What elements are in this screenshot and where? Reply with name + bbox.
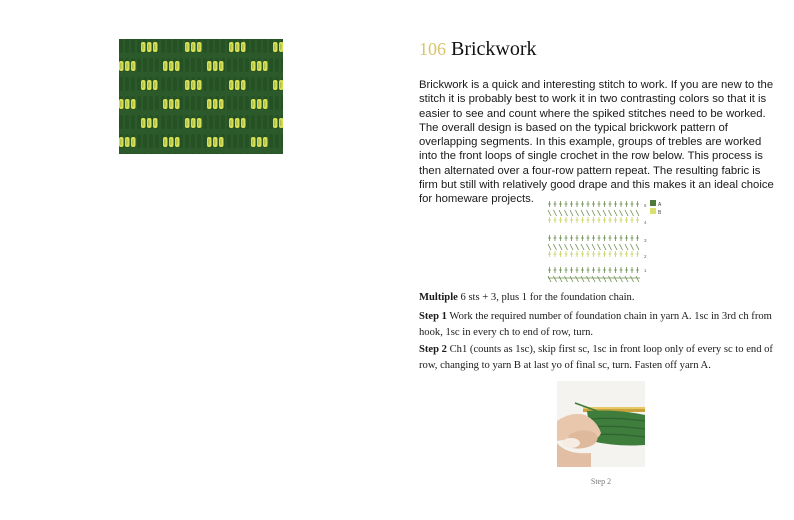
chart-row-number: 4 — [644, 220, 647, 225]
pattern-number: 106 — [419, 39, 446, 59]
stitch-chart-graphic — [540, 198, 664, 282]
instruction-text: 6 sts + 3, plus 1 for the foundation chain. — [457, 292, 635, 303]
photo-caption: Step 2 — [590, 477, 612, 486]
stitch-chart — [540, 198, 664, 282]
stitch-swatch-image — [119, 39, 283, 154]
chart-row-number: 3 — [644, 238, 647, 243]
chart-row-number: 5 — [644, 203, 647, 208]
intro-paragraph: Brickwork is a quick and interesting stitch to work. If you are new to the stitch it is probably best to work it in two contrasting colors so that it is easier to see and count where the spiked stitches need to be worked. The overall design is based on the typical brickwork pattern of overlapping segments. In this example, groups of trebles are worked into the front loops of single crochet in the row below. This process is then alternated over a four-row pattern repeat. The resulting fabric is firm but still with relatively good drape and this makes it an ideal choice for homeware projects. — [419, 79, 774, 206]
pattern-name: Brickwork — [451, 38, 537, 60]
instruction-label: Step 1 — [419, 311, 447, 322]
chart-row-number: 1 — [644, 268, 647, 273]
instruction-label: Step 2 — [419, 344, 447, 355]
legend-swatch-a — [650, 200, 656, 206]
legend-label-b: B — [658, 210, 662, 216]
chart-row-number: 2 — [644, 254, 647, 259]
legend-label-a: A — [658, 202, 662, 208]
step-1-instruction — [419, 309, 784, 341]
pattern-title — [419, 38, 537, 61]
swatch-graphic — [119, 39, 283, 154]
instruction-text: Ch1 (counts as 1sc), skip first sc, 1sc in front loop only of every sc to end of row, changing to yarn B at last yo of final sc, turn. Fasten off yarn A. — [419, 344, 773, 371]
instruction-label: Multiple — [419, 292, 458, 303]
legend-swatch-b — [650, 208, 656, 214]
multiple-instruction — [419, 290, 784, 306]
step-2-photo — [557, 381, 645, 467]
instruction-text: Work the required number of foundation chain in yarn A. 1sc in 3rd ch from hook, 1sc in every ch to end of row, turn. — [419, 311, 772, 338]
step-photo-graphic — [557, 381, 645, 467]
step-2-instruction — [419, 342, 784, 374]
